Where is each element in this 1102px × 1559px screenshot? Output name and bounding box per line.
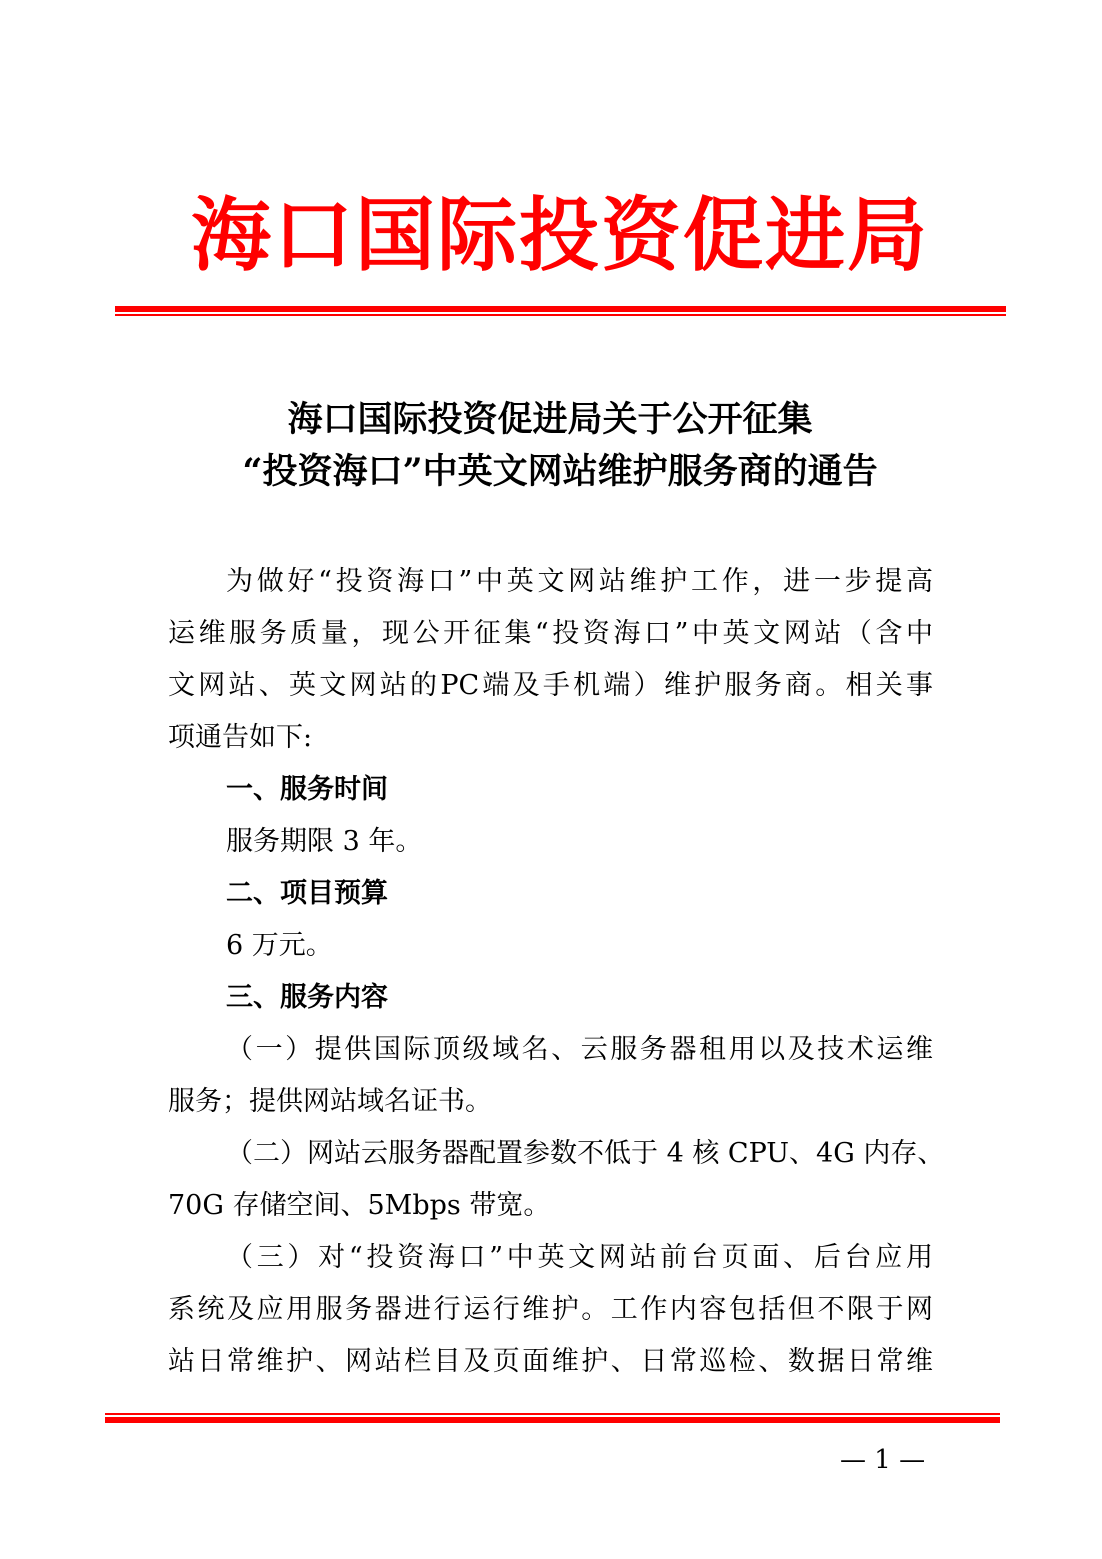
doc-title-line-2: “投资海口”中英文网站维护服务商的通告 [242, 451, 878, 492]
footer-rule-thin [105, 1413, 1000, 1415]
body-line: 运维服务质量，现公开征集“投资海口”中英文网站（含中 [168, 618, 933, 649]
body-line: 为做好“投资海口”中英文网站维护工作，进一步提高 [226, 566, 933, 597]
page-number: — 1 — [840, 1445, 926, 1475]
body-line: 6 万元。 [226, 930, 333, 961]
body-line: （一）提供国际顶级域名、云服务器租用以及技术运维 [226, 1034, 933, 1065]
body-line: 70G 存储空间、5Mbps 带宽。 [168, 1190, 551, 1221]
letterhead: 海口国际投资促进局 [191, 188, 929, 282]
body-line: 站日常维护、网站栏目及页面维护、日常巡检、数据日常维 [168, 1346, 933, 1377]
body-line: 项通告如下: [168, 722, 313, 753]
header-rule-thick [115, 306, 1006, 312]
body-line: 服务；提供网站域名证书。 [168, 1086, 492, 1117]
header-rule-thin [115, 314, 1006, 316]
body-line: （二）网站云服务器配置参数不低于 4 核 CPU、4G 内存、 [226, 1138, 945, 1169]
footer-rule-thick [105, 1417, 1000, 1423]
body-line: （三）对“投资海口”中英文网站前台页面、后台应用 [226, 1242, 933, 1273]
body-line: 文网站、英文网站的PC端及手机端）维护服务商。相关事 [168, 670, 933, 701]
section-heading: 二、项目预算 [226, 878, 388, 909]
doc-title-line-1: 海口国际投资促进局关于公开征集 [287, 399, 813, 440]
section-heading: 一、服务时间 [226, 774, 388, 805]
section-heading: 三、服务内容 [226, 982, 388, 1013]
body-line: 系统及应用服务器进行运行维护。工作内容包括但不限于网 [168, 1294, 933, 1325]
body-line: 服务期限 3 年。 [226, 826, 423, 857]
